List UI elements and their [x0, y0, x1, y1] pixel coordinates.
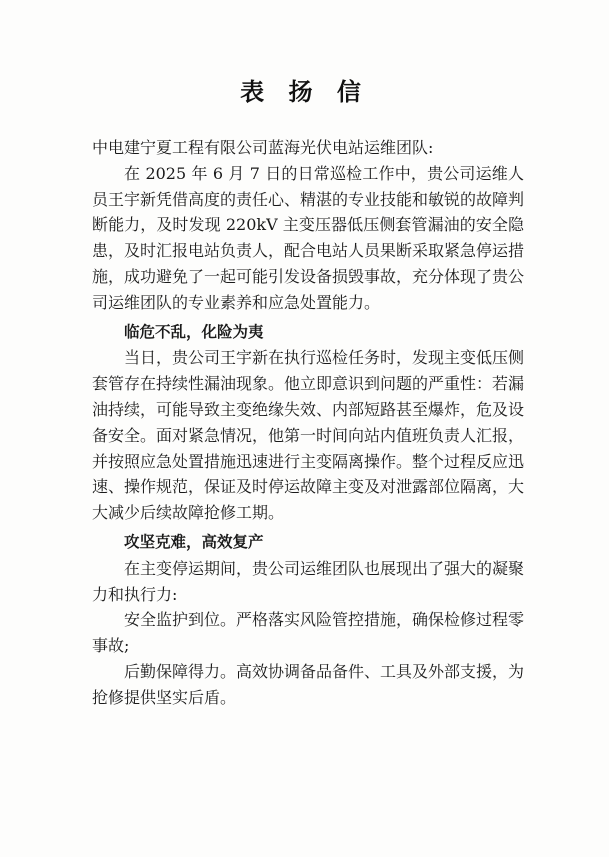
section-heading-2: 攻坚克难，高效复产: [124, 532, 264, 551]
letter-body: [92, 135, 524, 711]
paragraph-4: 安全监护到位。严格落实风险管控措施，确保检修过程零事故;: [92, 610, 525, 656]
salutation: 中电建宁夏工程有限公司蓝海光伏电站运维团队:: [92, 138, 434, 157]
paragraph-5: 后勤保障得力。高效协调备品备件、工具及外部支援，为抢修提供坚实后盾。: [92, 661, 525, 707]
paragraph-1: 在 2025 年 6 月 7 日的日常巡检工作中，贵公司运维人员王宇新凭借高度的责任心、精湛的专业技能和敏锐的故障判断能力，及时发现 220kV 主变压器低压侧套管漏油的安全隐患，及时汇报电站负责人，配合电站人员果断采取紧急停运措施，成功避免了一起可能引发设备损毁事故，充分体现了贵公司运维团队的专业素养和应急处置能力。: [92, 163, 525, 312]
section-heading-1: 临危不乱，化险为夷: [124, 322, 264, 341]
letter-title: 表 扬 信: [240, 78, 369, 106]
paragraph-2: 当日，贵公司王宇新在执行巡检任务时，发现主变低压侧套管存在持续性漏油现象。他立即意识到问题的严重性：若漏油持续，可能导致主变绝缘失效、内部短路甚至爆炸，危及设备安全。面对紧急情况，他第一时间向站内值班负责人汇报，并按照应急处置措施迅速进行主变隔离操作。整个过程反应迅速、操作规范，保证及时停运故障主变及对泄露部位隔离，大大减少后续故障抢修工期。: [92, 348, 525, 523]
paragraph-3: 在主变停运期间，贵公司运维团队也展现出了强大的凝聚力和执行力:: [92, 558, 525, 604]
